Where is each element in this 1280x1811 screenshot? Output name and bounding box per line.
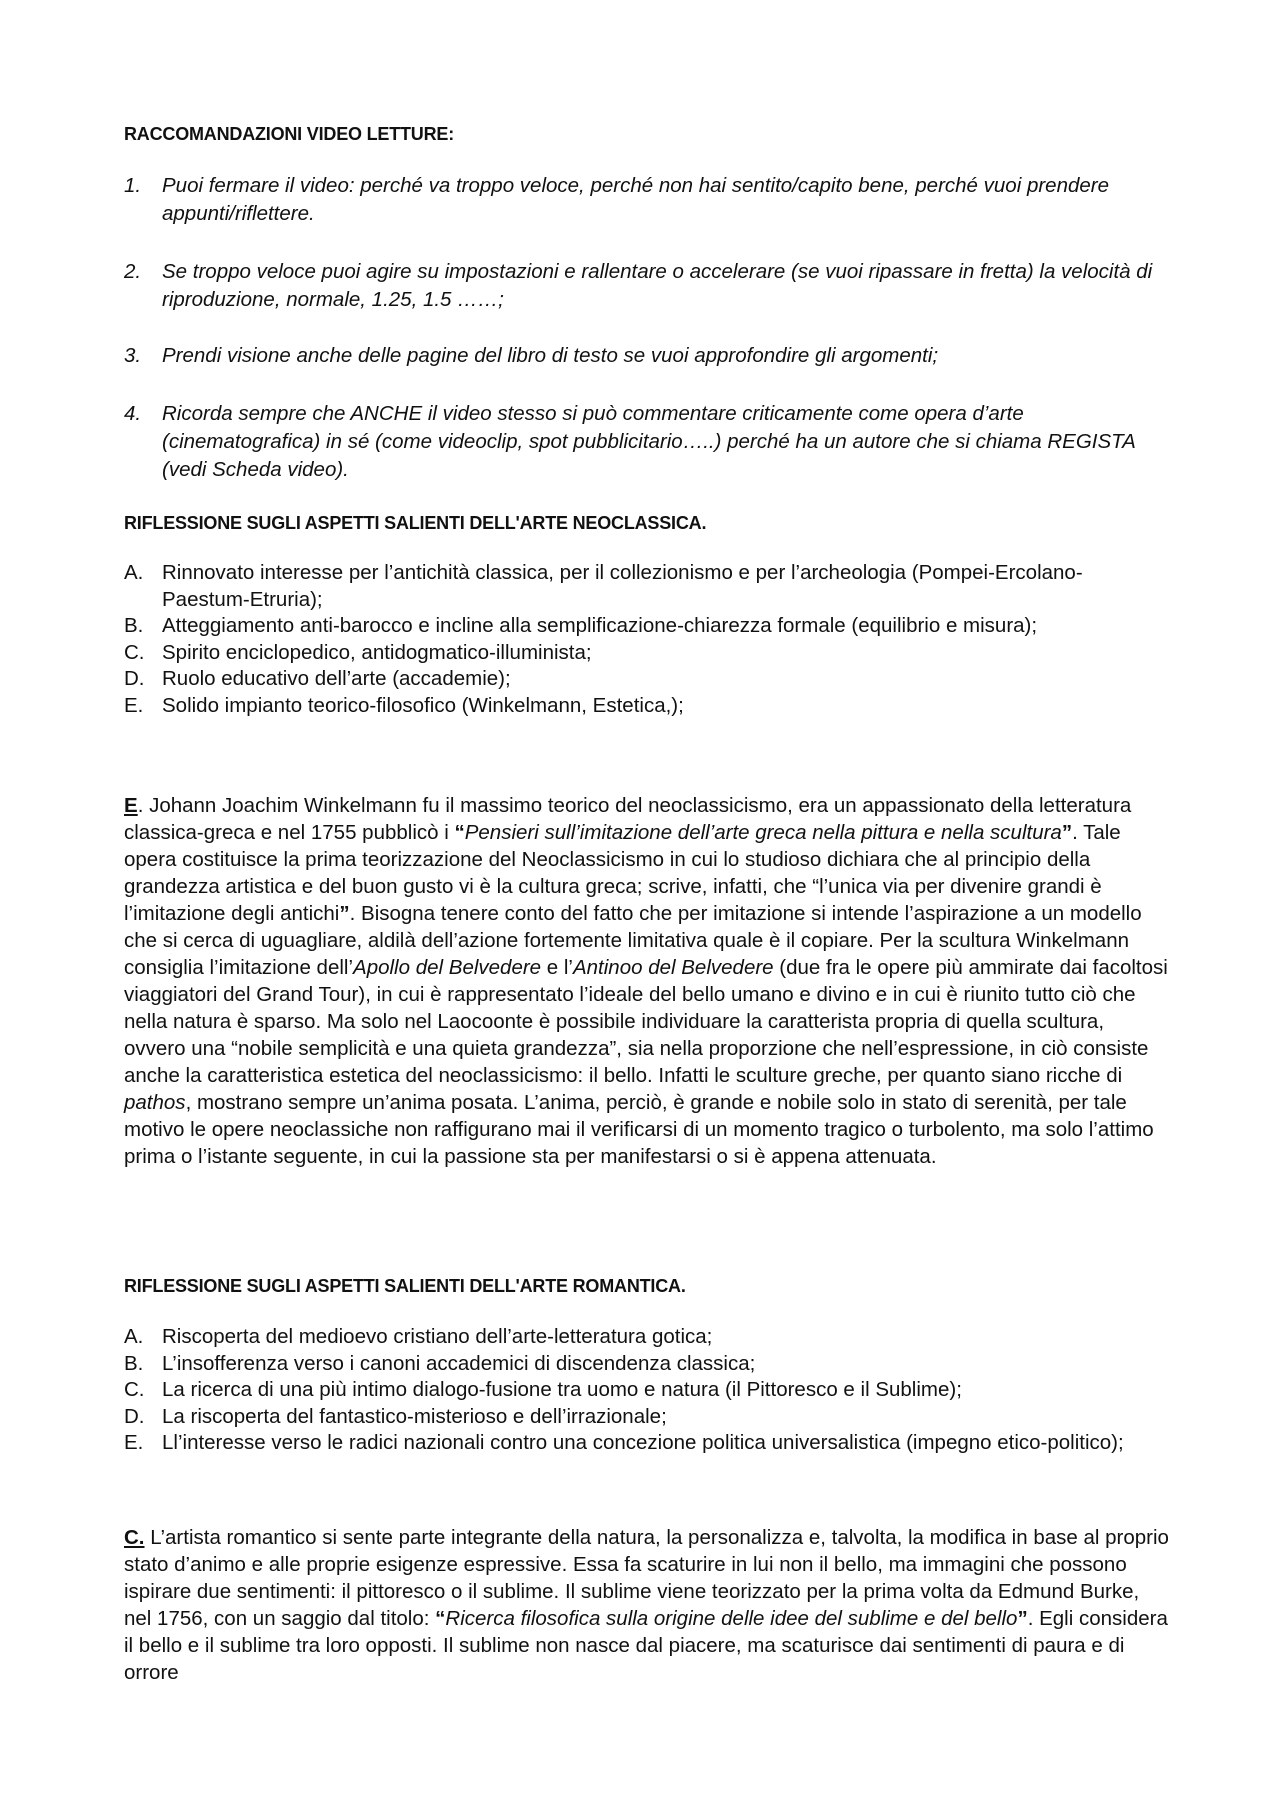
list-item-text: Riscoperta del medioevo cristiano dell’arte-letteratura gotica; [162,1325,713,1348]
list-item-text: L’insofferenza verso i canoni accademici di discendenza classica; [162,1351,756,1375]
list-item [124,1404,1170,1431]
list-item-text: Prendi visione anche delle pagine del libro di testo se vuoi approfondire gli argomenti; [162,344,939,367]
quote-mark: “ [454,821,465,844]
romantic-aspects-list [124,1324,1170,1457]
list-item-text: Ll’interesse verso le radici nazionali contro una concezione politica universalistica (impegno etico-politico); [162,1431,1124,1454]
winkelmann-paragraph [124,792,1170,1170]
list-item [124,342,1170,370]
list-item-text: Solido impianto teorico-filosofico (Winkelmann, Estetica,); [162,693,684,717]
list-item [124,172,1170,228]
list-item-text: La riscoperta del fantastico-misterioso e dell’irrazionale; [162,1404,667,1428]
list-item [124,640,1170,667]
paragraph-text: . Tale opera costituisce la prima teorizzazione del Neoclassicismo in cui lo studioso dichiara che al principio della grandezza artistica e del buon gusto vi è la cultura greca; scrive, infatti, che “l’unica via per divenire grandi è l’imitazione degli antichi [124,821,1121,925]
quote-mark: ” [339,902,350,925]
list-marker: B. [124,614,144,637]
list-item [124,400,1170,484]
paragraph-text: (due fra le opere più ammirate dai facoltosi viaggiatori del Grand Tour), in cui è rappresentato l’ideale del bello umano e divino e in cui è riunito tutto ciò che nella natura è sparso. Ma solo nel Laocoonte è possibile individuare la caratterista propria di quella scultura, ovvero una “nobile semplicità e una quieta grandezza”, sia nella proporzione che nell’espressione, in ciò consiste anche la caratteristica estetica del neoclassicismo: il bello. Infatti le sculture greche, per quanto siano ricche di [124,956,1168,1087]
heading-neoclassical-art: RIFLESSIONE SUGLI ASPETTI SALIENTI DELL'ARTE NEOCLASSICA. [124,513,707,533]
list-item [124,560,1170,613]
list-marker: E. [124,693,144,717]
artwork-apollo: Apollo del Belvedere [353,956,542,979]
paragraph-lead-letter: E [124,794,138,817]
term-pathos: pathos [124,1091,186,1114]
paragraph-text: e l’ [541,956,573,979]
list-item-text: Rinnovato interesse per l’antichità classica, per il collezionismo e per l’archeologia (Pompei-Ercolano- Paestum-Etruria); [162,561,1083,611]
paragraph-lead-letter: C. [124,1526,145,1549]
list-item [124,1351,1170,1378]
book-title-winkelmann: Pensieri sull’imitazione dell’arte greca nella pittura e nella scultura [464,821,1062,844]
list-marker: B. [124,1351,144,1375]
list-item-text: La ricerca di una più intimo dialogo-fusione tra uomo e natura (il Pittoresco e il Sublime); [162,1378,962,1401]
list-item [124,258,1170,314]
list-marker: C. [124,640,145,664]
list-marker: A. [124,561,144,584]
neoclassical-aspects-list [124,560,1170,719]
list-marker: D. [124,667,145,690]
list-item-text: Ricorda sempre che ANCHE il video stesso si può commentare criticamente come opera d’arte (cinematografica) in sé (come videoclip, spot pubblicitario…..) perché ha un autore che si chiama REGISTA (vedi Scheda video). [162,402,1136,481]
list-item [124,1430,1170,1457]
list-marker: 3. [124,344,142,367]
quote-mark: “ [435,1607,446,1630]
quote-mark: ” [1017,1607,1028,1630]
book-title-burke: Ricerca filosofica sulla origine delle idee del sublime e del bello [445,1607,1018,1630]
quote-mark: ” [1061,821,1073,844]
sublime-paragraph [124,1524,1170,1686]
list-item-text: Spirito enciclopedico, antidogmatico-illuminista; [162,640,592,664]
list-item [124,613,1170,640]
list-marker: E. [124,1431,144,1454]
list-item-text: Puoi fermare il video: perché va troppo veloce, perché non hai sentito/capito bene, perché vuoi prendere appunti/riflettere. [162,174,1110,225]
list-marker: D. [124,1404,145,1428]
list-item-text: Se troppo veloce puoi agire su impostazioni e rallentare o accelerare (se vuoi ripassare in fretta) la velocità di riproduzione, normale, 1.25, 1.5 ……; [162,260,1153,311]
list-item [124,666,1170,693]
list-item-text: Ruolo educativo dell’arte (accademie); [162,667,511,690]
paragraph-text: . Bisogna tenere conto del fatto che per imitazione si intende l’aspirazione a un modello che si cerca di uguagliare, aldilà dell’azione fortemente limitativa quale è il copiare. Per la scultura Winkelmann consiglia l’imitazione dell’ [124,902,1142,979]
paragraph-text: . Egli considera il bello e il sublime tra loro opposti. Il sublime non nasce dal piacere, ma scaturisce dai sentimenti di paura e di orrore [124,1607,1168,1684]
paragraph-text: , mostrano sempre un’anima posata. L’anima, perciò, è grande e nobile solo in stato di serenità, per tale motivo le opere neoclassiche non raffigurano mai il verificarsi di un momento tragico o turbolento, ma solo l’attimo prima o l’istante seguente, in cui la passione sta per manifestarsi o si è appena attenuata. [124,1091,1154,1168]
paragraph-text: . Johann Joachim Winkelmann fu il massimo teorico del neoclassicismo, era un appassionato della letteratura classica-greca e nel 1755 pubblicò i [124,794,1132,844]
heading-romantic-art: RIFLESSIONE SUGLI ASPETTI SALIENTI DELL'ARTE ROMANTICA. [124,1276,686,1296]
list-marker: 4. [124,402,142,425]
list-marker: C. [124,1378,145,1401]
artwork-antinoo: Antinoo del Belvedere [572,956,774,979]
list-item [124,693,1170,720]
list-item [124,1377,1170,1404]
list-marker: A. [124,1325,144,1348]
paragraph-text: L’artista romantico si sente parte integrante della natura, la personalizza e, talvolta, la modifica in base al proprio stato d’animo e alle proprie esigenze espressive. Essa fa scaturire in lui non il bello, ma immagini che possono ispirare due sentimenti: il pittoresco o il sublime. Il sublime viene teorizzato per la prima volta da Edmund Burke, nel 1756, con un saggio dal titolo: [124,1526,1169,1630]
list-item-text: Atteggiamento anti-barocco e incline alla semplificazione-chiarezza formale (equilibrio e misura); [162,614,1038,637]
heading-video-recommendations: RACCOMANDAZIONI VIDEO LETTURE: [124,124,454,144]
list-marker: 2. [124,260,142,283]
list-marker: 1. [124,174,142,197]
list-item [124,1324,1170,1351]
